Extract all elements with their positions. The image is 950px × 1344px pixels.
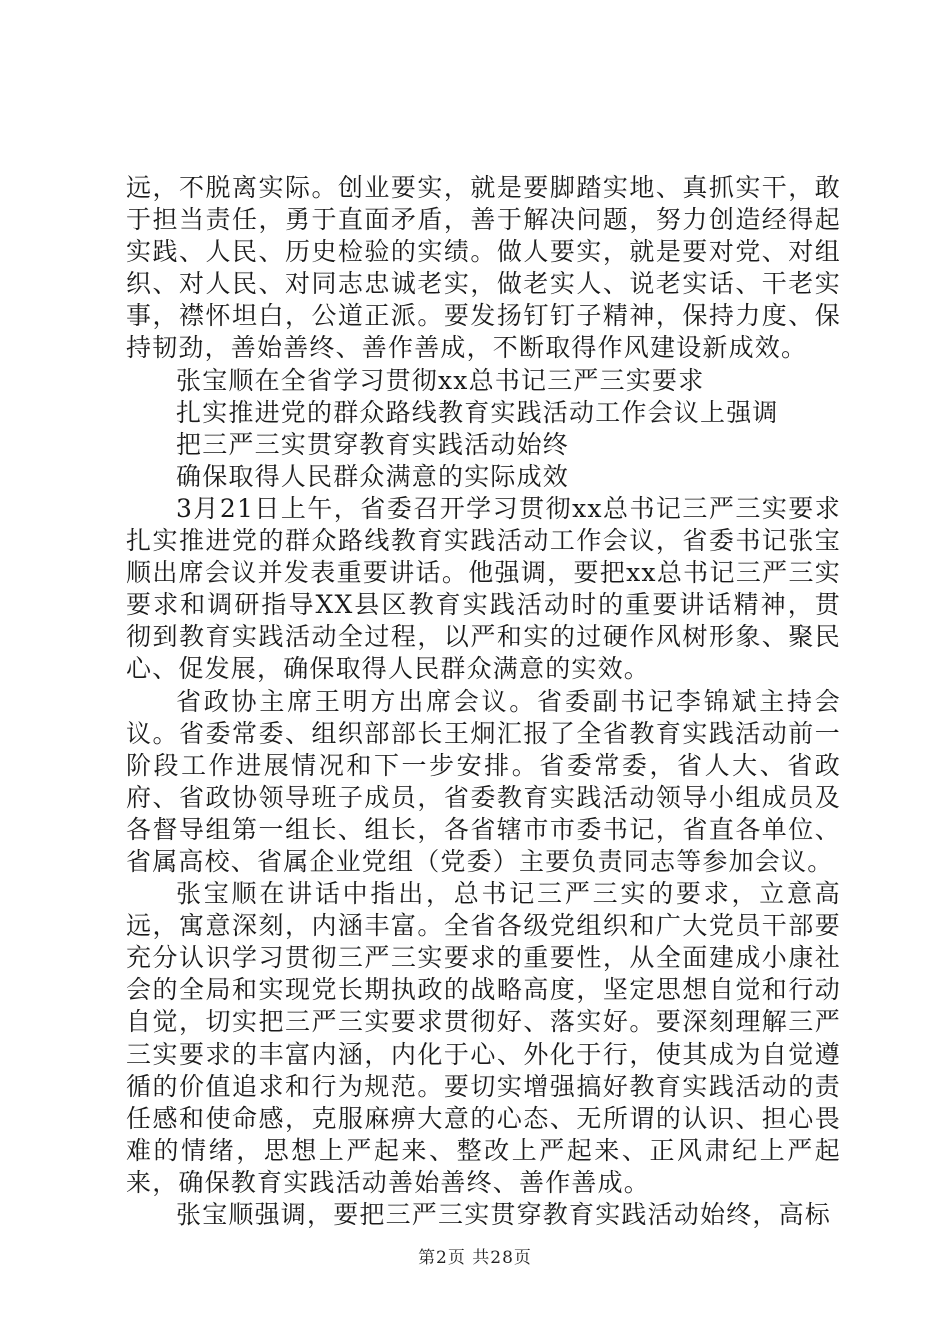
body-paragraph-meeting: 3月21日上午，省委召开学习贯彻xx总书记三严三实要求扎实推进党的群众路线教育实践活动工作会议，省委书记张宝顺出席会议并发表重要讲话。他强调，要把xx总书记三严三实要求和调研指导XX县区教育实践活动时的重要讲话精神，贯彻到教育实践活动全过程，以严和实的过硬作风树形象、聚民心、促发展，确保取得人民群众满意的实效。 bbox=[126, 493, 841, 684]
document-body bbox=[126, 172, 841, 1231]
headline-line-2: 扎实推进党的群众路线教育实践活动工作会议上强调 bbox=[176, 397, 779, 427]
headline-line-3: 把三严三实贯穿教育实践活动始终 bbox=[176, 429, 570, 459]
body-paragraph-attendees: 省政协主席王明方出席会议。省委副书记李锦斌主持会议。省委常委、组织部部长王炯汇报了全省教育实践活动前一阶段工作进展情况和下一步安排。省委常委，省人大、省政府、省政协领导班子成员，省委教育实践活动领导小组成员及各督导组第一组长、组长，各省辖市市委书记，省直各单位、省属高校、省属企业党组（党委）主要负责同志等参加会议。 bbox=[126, 686, 841, 876]
headline-line-4: 确保取得人民群众满意的实际成效 bbox=[176, 461, 570, 491]
headline-line-1: 张宝顺在全省学习贯彻xx总书记三严三实要求 bbox=[176, 365, 705, 395]
page-footer: 第2页 共28页 bbox=[418, 1248, 532, 1268]
body-paragraph-speech: 张宝顺在讲话中指出，总书记三严三实的要求，立意高远，寓意深刻，内涵丰富。全省各级党组织和广大党员干部要充分认识学习贯彻三严三实要求的重要性，从全面建成小康社会的全局和实现党长期执政的战略高度，坚定思想自觉和行动自觉，切实把三严三实要求贯彻好、落实好。要深刻理解三严三实要求的丰富内涵，内化于心、外化于行，使其成为自觉遵循的价值追求和行为规范。要切实增强搞好教育实践活动的责任感和使命感，克服麻痹大意的心态、无所谓的认识、担心畏难的情绪，思想上严起来、整改上严起来、正风肃纪上严起来，确保教育实践活动善始善终、善作善成。 bbox=[126, 879, 841, 1197]
body-paragraph-continuation: 远，不脱离实际。创业要实，就是要脚踏实地、真抓实干，敢于担当责任，勇于直面矛盾，善于解决问题，努力创造经得起实践、人民、历史检验的实绩。做人要实，就是要对党、对组织、对人民、对同志忠诚老实，做老实人、说老实话、干老实事，襟怀坦白，公道正派。要发扬钉钉子精神，保持力度、保持韧劲，善始善终、善作善成，不断取得作风建设新成效。 bbox=[126, 173, 841, 363]
body-paragraph-emphasis: 张宝顺强调，要把三严三实贯穿教育实践活动始终，高标 bbox=[176, 1200, 832, 1229]
